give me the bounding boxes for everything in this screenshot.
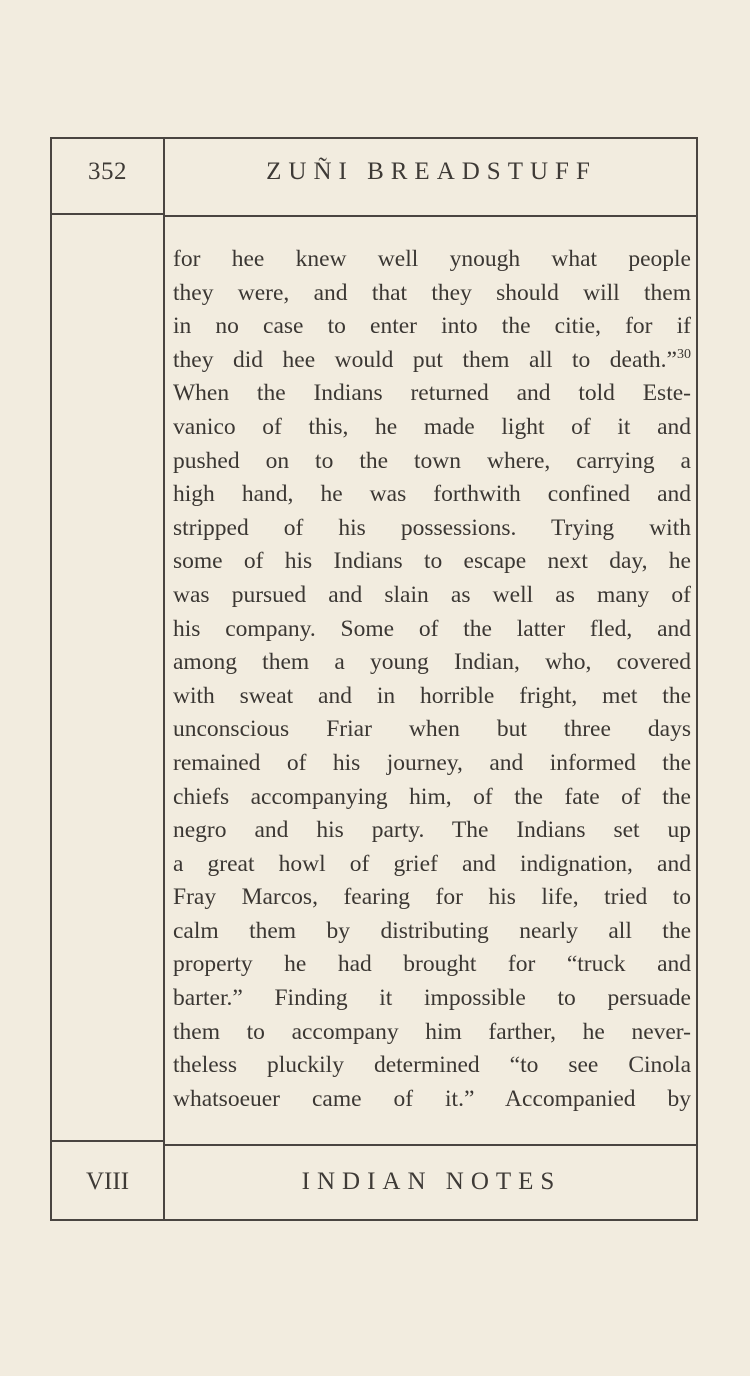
text-line: them to accompany him farther, he never- — [173, 1018, 691, 1045]
footer-title: INDIAN NOTES — [301, 1168, 562, 1195]
text-line: barter.” Finding it impossible to persuade — [173, 985, 691, 1012]
text-line: his company. Some of the latter fled, and — [173, 615, 691, 642]
body-text — [173, 243, 691, 1116]
text-line: in no case to enter into the citie, for if — [173, 313, 691, 340]
text-line: was pursued and slain as well as many of — [173, 581, 691, 608]
text-line: for hee knew well ynough what people — [173, 246, 691, 272]
text-line: theless pluckily determined “to see Cinola — [173, 1052, 691, 1079]
text-line: Fray Marcos, fearing for his life, tried to — [173, 884, 691, 911]
text-line: whatsoeuer came of it.” Accompanied by — [173, 1085, 691, 1112]
header-rule-left — [50, 213, 164, 215]
text-line: calm them by distributing nearly all the — [173, 917, 691, 944]
text-line: stripped of his possessions. Trying with — [173, 514, 691, 541]
text-line: When the Indians returned and told Este- — [173, 380, 691, 407]
text-line: they were, and that they should will them — [173, 279, 691, 306]
text-line: unconscious Friar when but three days — [173, 716, 691, 743]
text-line: a great howl of grief and indignation, and — [173, 850, 691, 877]
text-line: vanico of this, he made light of it and — [173, 413, 691, 440]
column-divider — [163, 137, 165, 1221]
footer-rule-right — [165, 1144, 698, 1146]
text-line: among them a young Indian, who, covered — [173, 649, 691, 676]
footnote-reference: 30 — [677, 346, 691, 362]
text-line: with sweat and in horrible fright, met the — [173, 682, 691, 709]
text-line: some of his Indians to escape next day, he — [173, 548, 691, 575]
text-line: pushed on to the town where, carrying a — [173, 447, 691, 474]
text-line: negro and his party. The Indians set up — [173, 817, 691, 844]
volume-number: VIII — [85, 1168, 130, 1195]
running-title: ZUÑI BREADSTUFF — [266, 158, 597, 185]
text-line: high hand, he was forthwith confined and — [173, 481, 691, 508]
text-line: property he had brought for “truck and — [173, 951, 691, 978]
footer-rule-left — [50, 1140, 164, 1142]
text-line: they did hee would put them all to death.”$^{30}$ — [173, 346, 691, 373]
text-line: remained of his journey, and informed the — [173, 749, 691, 776]
text-line: chiefs accompanying him, of the fate of the — [173, 783, 691, 810]
page-number: 352 — [88, 158, 127, 185]
header-rule-right — [165, 215, 698, 217]
